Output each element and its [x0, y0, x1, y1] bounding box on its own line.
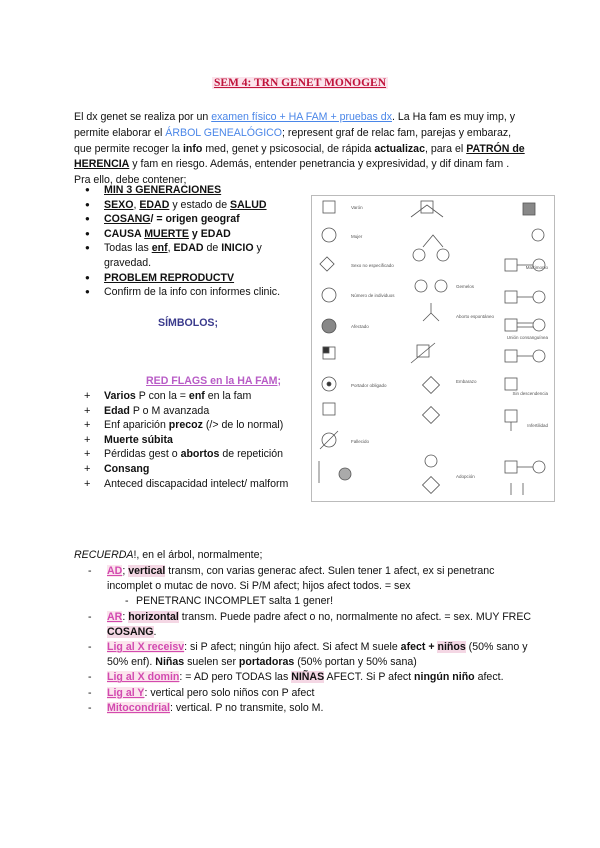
- chart-caption: Unión consanguínea: [506, 335, 548, 340]
- chart-caption: Embarazo: [456, 379, 477, 384]
- chart-caption: Adopción: [456, 474, 475, 479]
- chart-caption: Portador obligado: [351, 383, 387, 388]
- chart-caption: Sexo no especificado: [351, 263, 394, 268]
- list-item: - AD; vertical transm, con varias generac afect. Sulen tener 1 afect, ex si penetranc incomplet o mutac de novo. Si P/M afect; hijos afect todos. = sex - PENETRANC INCOMPLET salta 1 gener!: [74, 564, 534, 610]
- list-item: + Muerte súbita: [74, 433, 314, 448]
- quadrant-fill: [323, 347, 329, 353]
- chart-caption: Varón: [351, 205, 363, 210]
- chart-caption: Sin descendencia: [512, 391, 548, 396]
- list-item: + Pérdidas gest o abortos de repetición: [74, 447, 314, 462]
- chart-caption: Fallecido: [351, 439, 370, 444]
- list-item: - AR: horizontal transm. Puede padre afect o no, normalmente no afect. = sex. MUY FREC COSANG.: [74, 610, 534, 640]
- intro-link-text: examen físico + HA FAM + pruebas dx: [211, 111, 392, 123]
- chart-caption: Matrimonio: [525, 265, 548, 270]
- carrier-dot: [327, 382, 331, 386]
- chart-caption: Aborto espontáneo: [456, 314, 495, 319]
- chart-caption: Gemelos: [456, 284, 475, 289]
- page-title: SEM 4: TRN GENET MONOGEN: [213, 77, 387, 89]
- list-item: + Anteced discapacidad intelect/ malform: [74, 477, 314, 492]
- list-item: + Enf aparición precoz (/> de lo normal): [74, 418, 314, 433]
- chart-caption: Afectado: [351, 324, 369, 329]
- red-flags-list: [74, 389, 314, 491]
- affected-male: [523, 203, 535, 215]
- list-item: - Lig al X receisv: si P afect; ningún hijo afect. Si afect M suele afect + niños (50% sano y 50% enf). Niñas suelen ser portadoras (50% portan y 50% sana): [74, 640, 534, 670]
- recuerda-heading: RECUERDA!, en el árbol, normalmente;: [74, 549, 263, 561]
- list-item: - Lig al Y: vertical pero solo niños con P afect: [74, 686, 534, 701]
- symbols-label: SÍMBOLOS;: [158, 317, 219, 329]
- affected-symbol: [322, 319, 336, 333]
- list-item: ● COSANG/ = origen geograf: [74, 212, 304, 227]
- chart-caption: Infertilidad: [527, 423, 548, 428]
- arbol-genealogico-term: ÁRBOL GENEALÓGICO: [165, 126, 283, 139]
- list-item: - Mitocondrial: vertical. P no transmite, solo M.: [74, 701, 534, 716]
- list-item: - Lig al X domin: = AD pero TODAS las NIÑAS AFECT. Si P afect ningún niño afect.: [74, 670, 534, 685]
- list-item: ● Confirm de la info con informes clinic.: [74, 285, 304, 300]
- list-item: - PENETRANC INCOMPLET salta 1 gener!: [107, 594, 534, 609]
- list-item: ● MIN 3 GENERACIONES: [74, 183, 304, 198]
- pedigree-symbols-chart: [311, 195, 555, 502]
- chart-caption: Mujer: [351, 234, 363, 239]
- list-item: ● SEXO, EDAD y estado de SALUD: [74, 198, 304, 213]
- patron-herencia-term: PATRÓN de HERENCIA: [74, 142, 525, 171]
- requirements-list: [74, 183, 304, 300]
- list-item: + Consang: [74, 462, 314, 477]
- list-item: ● Todas las enf, EDAD de INICIO y gravedad.: [74, 241, 304, 270]
- list-item: ● CAUSA MUERTE y EDAD: [74, 227, 304, 242]
- list-item: + Varios P con la = enf en la fam: [74, 389, 314, 404]
- chart-caption: Número de individuos: [351, 293, 395, 298]
- list-item: ● PROBLEM REPRODUCTV: [74, 271, 304, 286]
- intro-paragraph: El dx genet se realiza por un examen físico + HA FAM + pruebas dx. La Ha fam es muy imp, y permite elaborar el ÁRBOL GENEALÓGICO; represent graf de relac fam, parejas y embaraz, que permite recoger la info med, genet y psicosocial, de rápida actualizac, para el PATRÓN de HERENCIA y fam en riesgo. Además, entender penetrancia y expresividad, y dif dinam fam . Pra ello, debe contener;: [74, 111, 525, 187]
- grey-symbol: [339, 468, 351, 480]
- inheritance-patterns-list: [74, 564, 534, 716]
- red-flags-label: RED FLAGS en la HA FAM;: [146, 375, 281, 387]
- list-item: + Edad P o M avanzada: [74, 404, 314, 419]
